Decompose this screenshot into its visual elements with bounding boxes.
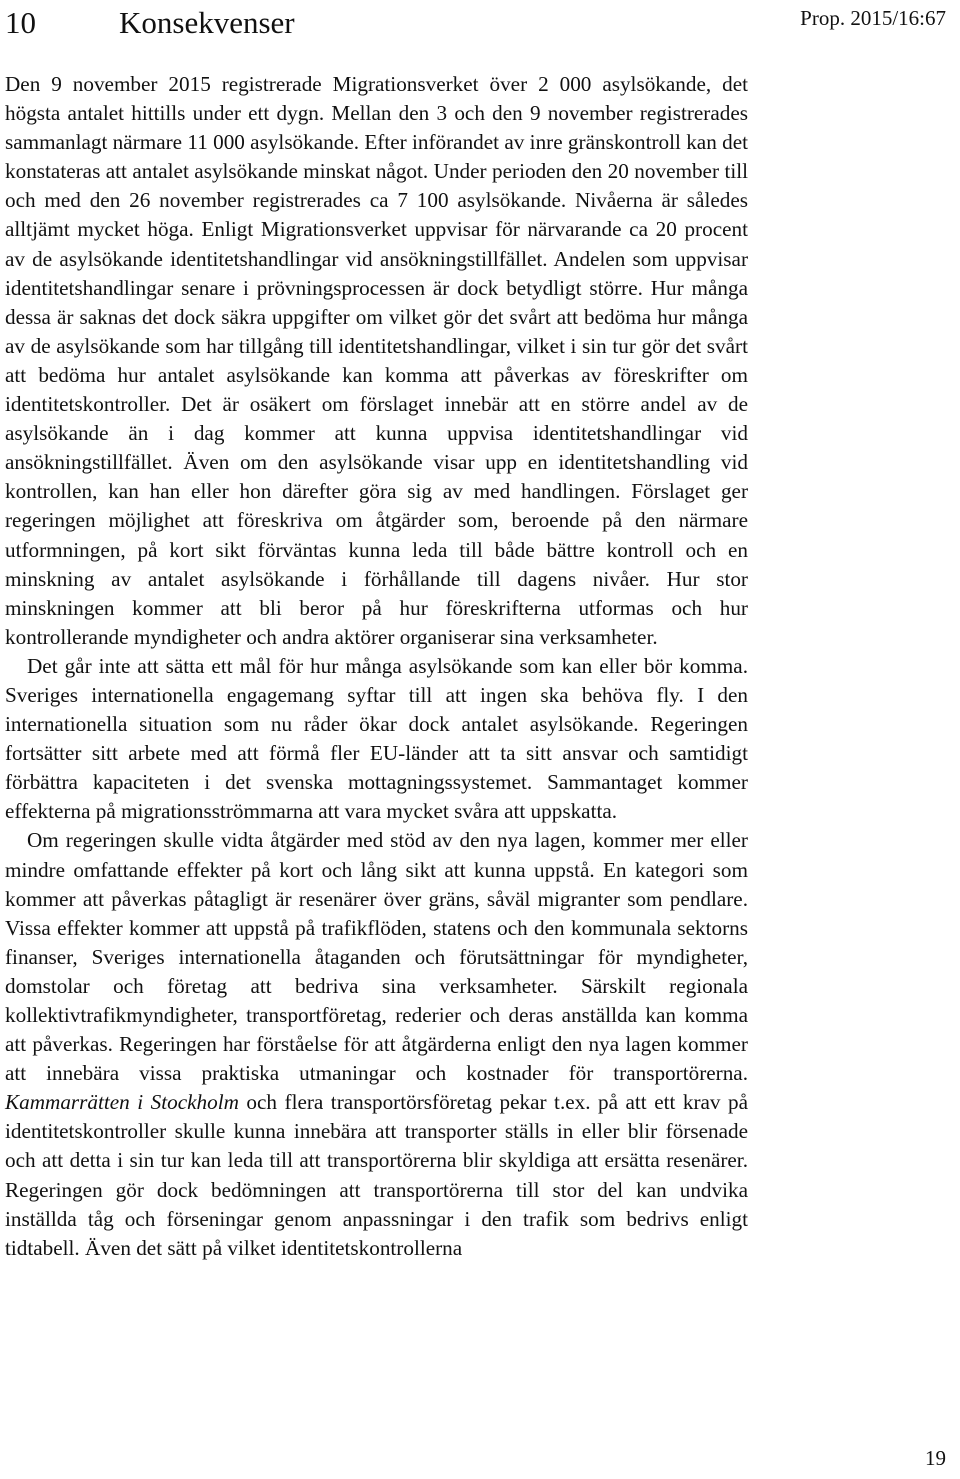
chapter-title: Konsekvenser (119, 5, 295, 40)
paragraph-2: Det går inte att sätta ett mål för hur många asylsökande som kan eller bör komma. Sveriges internationella engagemang syftar till att ingen ska behöva fly. I den internationella situation som nu råder ökar dock antalet asylsökande. Regeringen fortsätter sitt arbete med att förmå fler EU-länder att ta sitt ansvar och samtidigt förbättra kapaciteten i det svenska mottagningssystemet. Sammantaget kommer effekterna på migrationsströmmarna att vara mycket svåra att uppskatta. (5, 653, 748, 824)
paragraph-3-italic: Kammarrätten i Stockholm (5, 1090, 239, 1115)
proposition-reference: Prop. 2015/16:67 (800, 6, 946, 30)
paragraph-3-before: Om regeringen skulle vidta åtgärder med stöd av den nya lagen, kommer mer eller mindre omfattande effekter på kort och lång sikt att kunna uppstå. En kategori som kommer att påverkas påtagligt är resenärer över gräns, såväl migranter som pendlare. Vissa effekter kommer att uppstå på trafikflöden, statens och den kommunala sektorns finanser, Sveriges internationella åtaganden och förutsättningar för myndigheter, domstolar och företag att bedriva sina verksamheter. Särskilt regionala kollektivtrafikmyndigheter, transportföretag, rederier och deras anställda kan komma att påverkas. Regeringen har förståelse för att åtgärderna enligt den nya lagen kommer att innebära vissa praktiska utmaningar och kostnader för transportörerna. (5, 828, 748, 1086)
chapter-number: 10 (5, 5, 36, 40)
paragraph-3 (5, 826, 748, 1262)
paragraph-1: Den 9 november 2015 registrerade Migrationsverket över 2 000 asylsökande, det högsta antalet hittills under ett dygn. Mellan den 3 och den 9 november registrerades sammanlagt närmare 11 000 asylsökande. Efter införandet av inre gränskontroll kan det konstateras att antalet asylsökande minskat något. Under perioden den 20 november till och med den 26 november registrerades ca 7 100 asylsökande. Nivåerna är således alltjämt mycket höga. Enligt Migrationsverket uppvisar för närvarande ca 20 procent av de asylsökande identitetshandlingar vid ansökningstillfället. Andelen som uppvisar identitetshandlingar senare i prövningsprocessen är dock betydligt större. Hur många dessa är saknas det dock säkra uppgifter om vilket gör det svårt att bedöma hur många av de asylsökande som har tillgång till identitetshandlingar, vilket i sin tur gör det svårt att bedöma hur antalet asylsökande kan komma att påverkas av föreskrifter om identitetskontroller. Det är osäkert om förslaget innebär att en större andel av de asylsökande än i dag kommer att kunna uppvisa identitetshandlingar vid ansökningstillfället. Även om den asylsökande visar upp en identitetshandling vid kontrollen, kan han eller hon därefter göra sig av med handlingen. Förslaget ger regeringen möjlighet att föreskriva om åtgärder som, beroende på den närmare utformningen, på kort sikt förväntas kunna leda till både bättre kontroll och en minskning av antalet asylsökande i förhållande till dagens nivåer. Hur stor minskningen kommer att bli beror på hur föreskrifterna utformas och hur kontrollerande myndigheter och andra aktörer organiserar sina verksamheter. (5, 72, 748, 649)
body-text (5, 70, 748, 1263)
paragraph-3-after: och flera transportörsföretag pekar t.ex. på att ett krav på identitetskontroller skulle kunna innebära att transporter ställs in eller blir försenade och att detta i sin tur kan leda till att transportörerna blir skyldiga att ersätta resenärer. Regeringen gör dock bedömningen att transportörerna till stor del kan undvika inställda tåg och förseningar genom anpassningar i den trafik som bedrivs enligt tidtabell. Även det sätt på vilket identitetskontrollerna (5, 1090, 749, 1260)
page-number: 19 (925, 1446, 946, 1470)
